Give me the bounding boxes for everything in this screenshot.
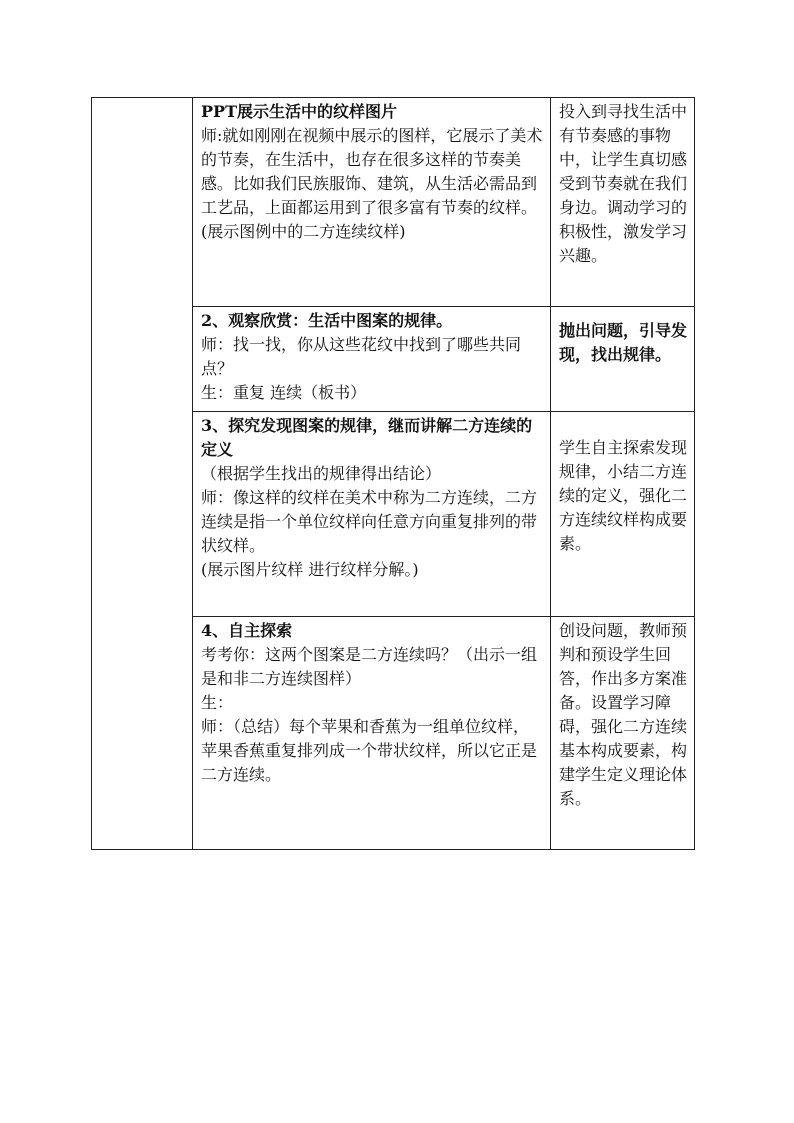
- lesson-plan-table: [91, 97, 695, 850]
- intent-text: 创设问题，教师预判和预设学生回答，作出多方案准备。设置学习障碍，强化二方连续基本构成要素，构建学生定义理论体系。: [559, 621, 688, 808]
- intent-cell: [551, 98, 695, 307]
- teacher-text: 师：（总结）每个苹果和香蕉为一组单位纹样，苹果香蕉重复排列成一个带状纹样，所以它正是二方连续。: [201, 717, 538, 784]
- section-heading: 3、探究发现图案的规律，继而讲解二方连续的定义: [201, 416, 533, 459]
- teacher-text: 师：像这样的纹样在美术中称为二方连续，二方连续是指一个单位纹样向任意方向重复排列的带状纹样。: [201, 488, 538, 555]
- question-text: 考考你：这两个图案是二方连续吗？（出示一组是和非二方连续图样）: [201, 645, 538, 688]
- table-row: [92, 98, 695, 307]
- content-cell: [193, 617, 551, 850]
- note-text: （根据学生找出的规律得出结论）: [201, 464, 442, 483]
- note-text: (展示图片纹样 进行纹样分解。): [201, 560, 419, 579]
- section-heading: 4、自主探索: [201, 621, 293, 640]
- intent-text: 学生自主探索发现规律，小结二方连续的定义，强化二方连续纹样构成要素。: [559, 438, 688, 553]
- intent-cell: [551, 412, 695, 617]
- intent-text: 投入到寻找生活中有节奏感的事物中，让学生真切感受到节奏就在我们身边。调动学习的积极性，激发学习兴趣。: [559, 102, 688, 265]
- intent-cell: [551, 307, 695, 412]
- student-text: 生：重复 连续（板书）: [201, 383, 367, 402]
- content-cell: [193, 98, 551, 307]
- content-cell: [193, 307, 551, 412]
- teacher-text: 师：找一找，你从这些花纹中找到了哪些共同点？: [201, 335, 522, 378]
- section-heading: 2、观察欣赏：生活中图案的规律。: [201, 311, 453, 330]
- teacher-text: 师:就如刚刚在视频中展示的图样，它展示了美术的节奏，在生活中，也存在很多这样的节奏美感。比如我们民族服饰、建筑，从生活必需品到工艺品，上面都运用到了很多富有节奏的纹样。: [201, 126, 543, 217]
- intent-cell: [551, 617, 695, 850]
- note-text: (展示图例中的二方连续纹样): [201, 222, 406, 241]
- stage-cell: [92, 98, 193, 850]
- intent-text: 抛出问题，引导发现，找出规律。: [559, 321, 688, 364]
- student-text: 生：: [201, 693, 234, 712]
- section-heading: PPT展示生活中的纹样图片: [201, 102, 397, 121]
- content-cell: [193, 412, 551, 617]
